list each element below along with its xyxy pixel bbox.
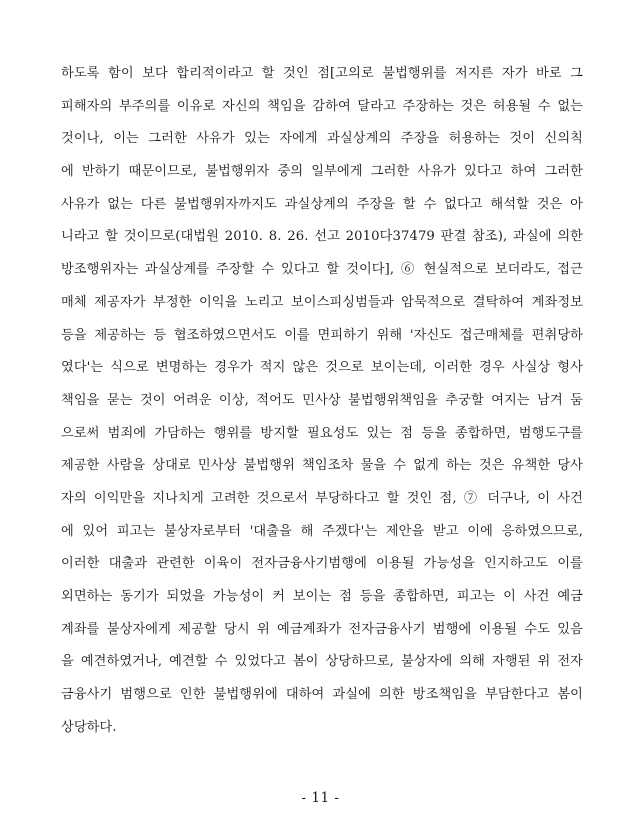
text-line: 책임을 묻는 것이 어려운 이상, 적어도 민사상 불법행위책임을 추궁할 여지는 남겨 둠 [61,392,583,408]
text-line: 금융사기 범행으로 인한 불법행위에 대하여 과실에 의한 방조책임을 부담한다고 봄이 [61,687,583,703]
page-number: - 11 - [301,790,340,806]
text-line: 으로써 범죄에 가담하는 행위를 방지할 필요성도 있는 점 등을 종합하면, 범행도구를 [61,425,583,441]
text-line: 외면하는 동기가 되었을 가능성이 커 보이는 점 등을 종합하면, 피고는 이 사건 예금 [61,589,583,604]
text-line: 자의 이익만을 지나치게 고려한 것으로서 부당하다고 할 것인 점, ⑦ 더구나, 이 사건 [61,490,583,506]
text-line: 제공한 사람을 상대로 민사상 불법행위 책임조차 물을 수 없게 하는 것은 유책한 당사 [61,458,583,474]
body-text [61,62,583,748]
text-line: 니라고 할 것이므로(대법원 2010. 8. 26. 선고 2010다37479 판결 참조), 과실에 의한 [61,229,583,245]
text-line: 에 반하기 때문이므로, 불법행위자 중의 일부에게 그러한 사유가 있다고 하여 그러한 [61,164,583,180]
text-line: 매체 제공자가 부정한 이익을 노리고 보이스피싱범들과 암묵적으로 결탁하여 계좌정보 [61,294,583,310]
text-line: 상당하다. [61,719,117,735]
text-line: 이러한 대출과 관련한 이육이 전자금융사기범행에 이용될 가능성을 인지하고도 이를 [61,556,583,572]
text-line: 등을 제공하는 등 협조하였으면서도 이를 면피하기 위해 '자신도 접근매체를 편취당하 [61,327,583,343]
text-line: 사유가 없는 다른 불법행위자까지도 과실상계의 주장을 할 수 없다고 해석할 것은 아 [61,196,583,212]
text-line: 에 있어 피고는 불상자로부터 '대출을 해 주겠다'는 제안을 받고 이에 응하였으므로, [61,523,583,539]
text-line: 였다'는 식으로 변명하는 경우가 적지 않은 것으로 보이는데, 이러한 경우 사실상 형사 [61,360,583,376]
text-line: 하도록 함이 보다 합리적이라고 할 것인 점[고의로 불법행위를 저지른 자가 바로 그 [61,66,583,81]
text-line: 것이나, 이는 그러한 사유가 있는 자에게 과실상계의 주장을 허용하는 것이 신의칙 [61,131,583,147]
text-line: 피해자의 부주의를 이유로 자신의 책임을 감하여 달라고 주장하는 것은 허용될 수 없는 [61,98,583,114]
text-line: 방조행위자는 과실상계를 주장할 수 있다고 할 것이다], ⑥ 현실적으로 보더라도, 접근 [61,262,583,278]
text-line: 을 예견하였거나, 예견할 수 있었다고 봄이 상당하므로, 불상자에 의해 자행된 위 전자 [61,654,583,670]
text-line: 계좌를 불상자에게 제공할 당시 위 예금계좌가 전자금융사기 범행에 이용될 수도 있음 [61,621,583,637]
